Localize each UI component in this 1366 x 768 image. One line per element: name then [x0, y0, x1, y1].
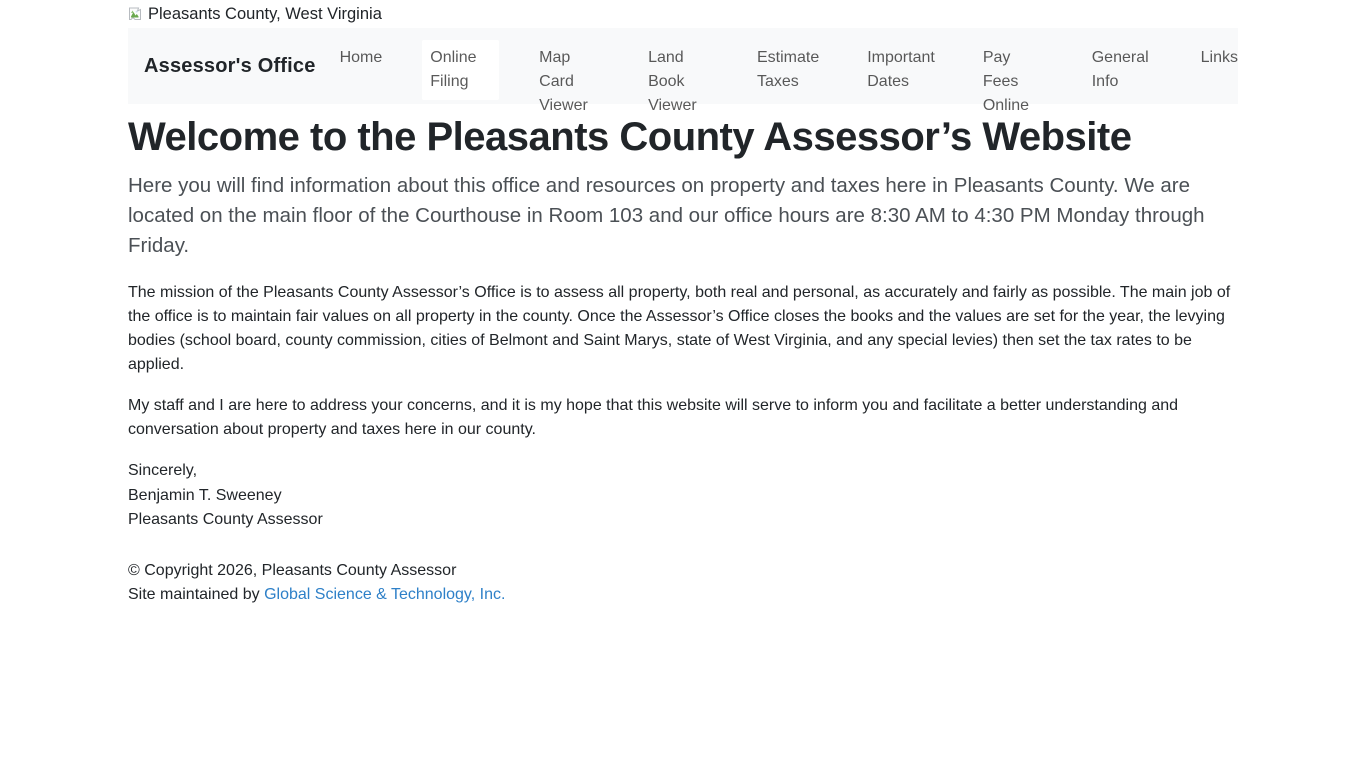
signature-closing: Sincerely, — [128, 462, 198, 479]
signature-block — [128, 459, 1238, 533]
nav-item-links[interactable]: Links — [1200, 49, 1238, 66]
page-title: Welcome to the Pleasants County Assessor’s Website — [128, 115, 1132, 159]
intro-paragraph: Here you will find information about this office and resources on property and taxes here in Pleasants County. We are located on the main floor of the Courthouse in Room 103 and our office hours are 8:30 AM to 4:30 PM Monday through Friday. — [128, 174, 1205, 257]
county-logo — [128, 0, 1238, 23]
nav-item-estimate-taxes[interactable]: Estimate Taxes — [756, 49, 820, 90]
main-content — [128, 113, 1238, 607]
nav-item-pay-fees-online[interactable]: Pay Fees Online — [982, 49, 1030, 114]
nav-item-home[interactable]: Home — [339, 49, 383, 66]
nav-list — [340, 28, 1238, 118]
broken-image-icon — [128, 6, 144, 22]
nav-item-important-dates[interactable]: Important Dates — [867, 49, 935, 90]
main-navbar — [128, 28, 1238, 114]
brand-assessors-office[interactable]: Assessor's Office — [144, 54, 316, 77]
nav-item-land-book-viewer[interactable]: Land Book Viewer — [648, 49, 697, 114]
copyright-text: © Copyright 2026, Pleasants County Assessor — [128, 561, 457, 579]
nav-item-general-info[interactable]: General Info — [1091, 49, 1149, 90]
signature-title: Pleasants County Assessor — [128, 511, 323, 528]
maintained-by-row — [128, 583, 1238, 607]
mission-paragraph: The mission of the Pleasants County Assessor’s Office is to assess all property, both real and personal, as accurately and fairly as possible. The main job of the office is to maintain fair values on all property in the county. Once the Assessor’s Office closes the books and the values are set for the year, the levying bodies (school board, county commission, cities of Belmont and Saint Marys, state of West Virginia, and any special levies) then set the tax rates to be applied. — [128, 284, 1231, 373]
signature-name: Benjamin T. Sweeney — [128, 486, 282, 504]
staff-paragraph: My staff and I are here to address your concerns, and it is my hope that this website will serve to inform you and facilitate a better understanding and conversation about property and taxes here in our county. — [128, 397, 1179, 438]
gst-link[interactable]: Global Science & Technology, Inc. — [264, 585, 506, 603]
page-footer — [128, 559, 1238, 607]
logo-alt-text: Pleasants County, West Virginia — [148, 4, 382, 23]
nav-item-map-card-viewer[interactable]: Map Card Viewer — [539, 49, 588, 114]
nav-item-online-filing[interactable]: Online Filing — [422, 40, 499, 100]
maintained-by-text: Site maintained by — [128, 585, 260, 603]
